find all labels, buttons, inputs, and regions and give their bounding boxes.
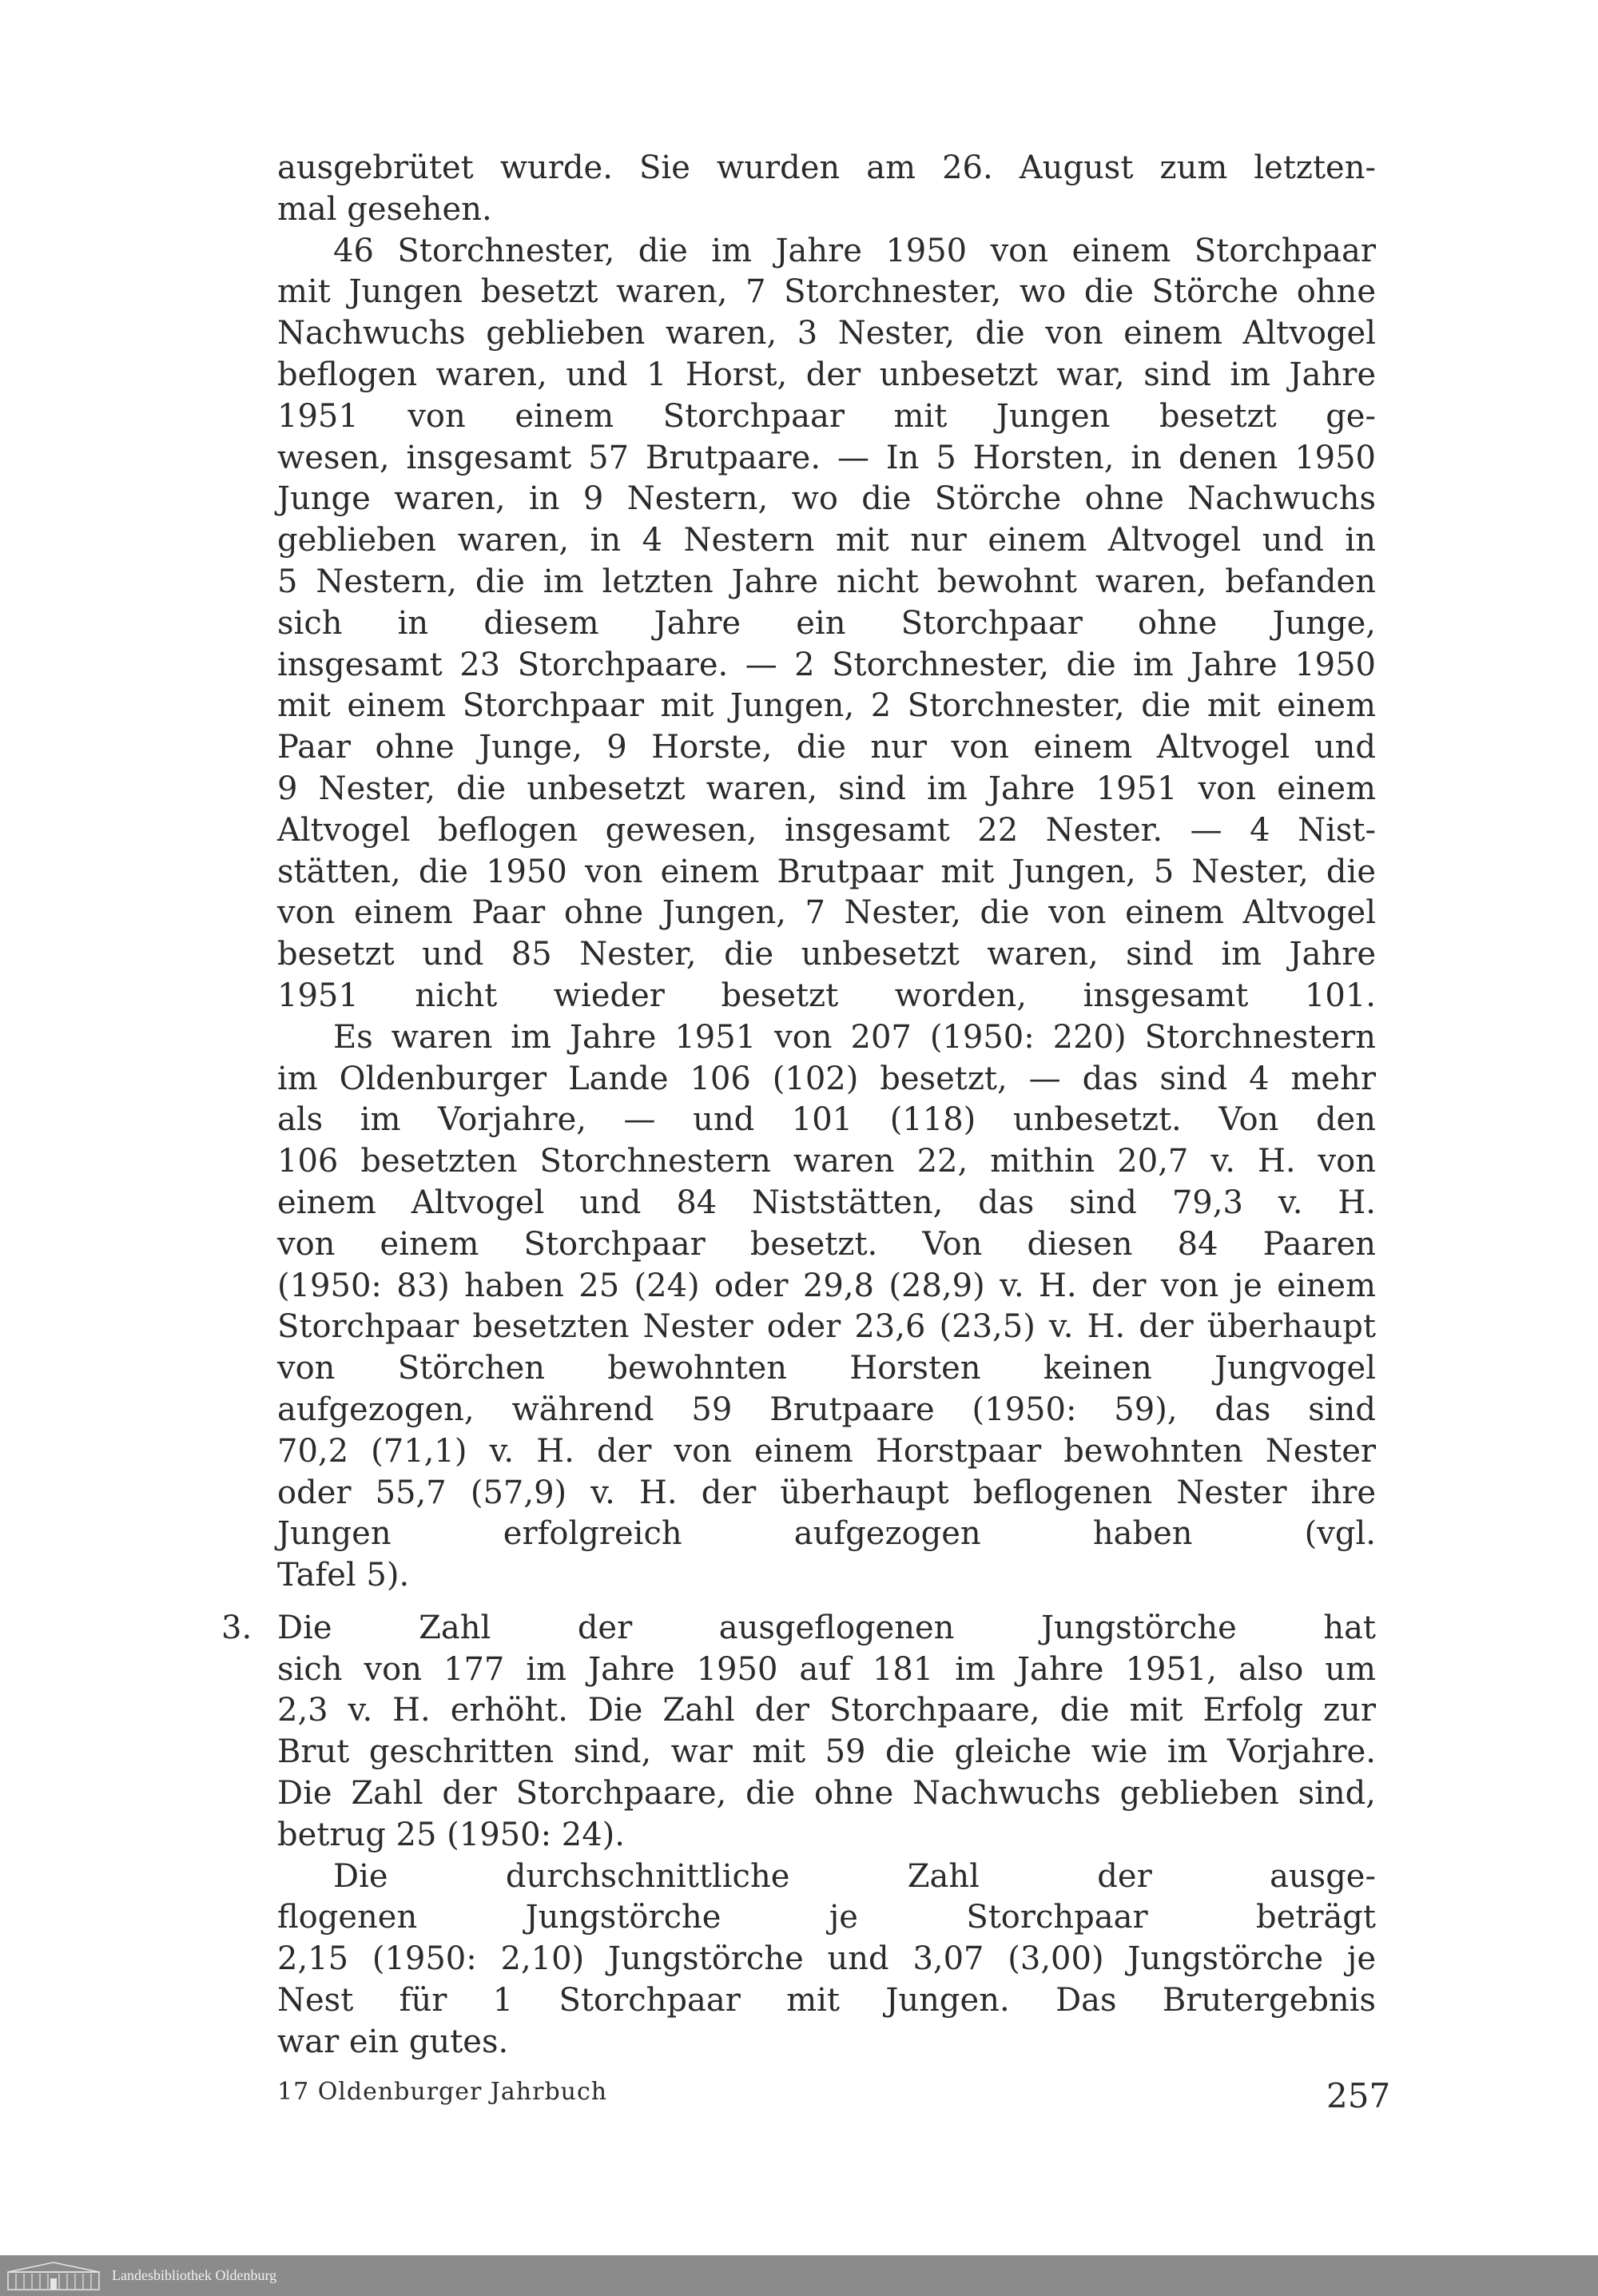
text-line: 1951 von einem Storchpaar mit Jungen besetzt ge-	[277, 397, 1376, 435]
text-line: stätten, die 1950 von einem Brutpaar mit Jungen, 5 Nester, die	[277, 853, 1376, 890]
text-line: 2,15 (1950: 2,10) Jungstörche und 3,07 (3,00) Jungstörche je	[277, 1940, 1376, 1978]
numbered-item-3	[221, 1608, 1376, 2063]
text-line: war ein gutes.	[277, 2023, 509, 2060]
text-line: mit einem Storchpaar mit Jungen, 2 Storchnester, die mit einem	[277, 687, 1376, 725]
text-line: mit Jungen besetzt waren, 7 Storchnester, wo die Störche ohne	[277, 273, 1376, 311]
text-line: Junge waren, in 9 Nestern, wo die Störche ohne Nachwuchs	[277, 480, 1376, 518]
text-line: einem Altvogel und 84 Niststätten, das sind 79,3 v. H.	[277, 1184, 1376, 1221]
text-line: insgesamt 23 Storchpaare. — 2 Storchnester, die im Jahre 1950	[277, 646, 1376, 683]
library-bar	[0, 2255, 1598, 2296]
text-line: als im Vorjahre, — und 101 (118) unbesetzt. Von den	[277, 1101, 1376, 1139]
page-number: 257	[1326, 2076, 1391, 2115]
text-line: Die Zahl der Storchpaare, die ohne Nachwuchs geblieben sind,	[277, 1775, 1376, 1813]
text-line: sich in diesem Jahre ein Storchpaar ohne Junge,	[277, 604, 1376, 642]
text-line: 106 besetzten Storchnestern waren 22, mithin 20,7 v. H. von	[277, 1143, 1376, 1180]
text-line: flogenen Jungstörche je Storchpaar beträgt	[277, 1899, 1376, 1936]
text-line: oder 55,7 (57,9) v. H. der überhaupt beflogenen Nester ihre	[277, 1474, 1376, 1511]
body-text	[221, 148, 1376, 2063]
text-line: 2,3 v. H. erhöht. Die Zahl der Storchpaare, die mit Erfolg zur	[277, 1692, 1376, 1729]
text-line: Storchpaar besetzten Nester oder 23,6 (23,5) v. H. der überhaupt	[277, 1308, 1376, 1346]
text-line: Die Zahl der ausgeflogenen Jungstörche hat	[277, 1609, 1376, 1646]
library-name: Landesbibliothek Oldenburg	[112, 2267, 277, 2283]
text-line: Die durchschnittliche Zahl der ausge-	[333, 1857, 1376, 1895]
footer-signature: 17 Oldenburger Jahrbuch	[277, 2078, 608, 2106]
text-line: aufgezogen, während 59 Brutpaare (1950: 59), das sind	[277, 1391, 1376, 1428]
text-line: Altvogel beflogen gewesen, insgesamt 22 Nester. — 4 Nist-	[277, 811, 1376, 849]
text-line: Es waren im Jahre 1951 von 207 (1950: 220) Storchnestern	[333, 1018, 1376, 1056]
text-line: beflogen waren, und 1 Horst, der unbesetzt war, sind im Jahre	[277, 356, 1376, 393]
text-line: mal gesehen.	[277, 190, 492, 228]
text-line: 1951 nicht wieder besetzt worden, insgesamt 101.	[277, 977, 1376, 1014]
text-line: geblieben waren, in 4 Nestern mit nur einem Altvogel und in	[277, 522, 1376, 559]
text-line: (1950: 83) haben 25 (24) oder 29,8 (28,9) v. H. der von je einem	[277, 1267, 1376, 1304]
text-line: besetzt und 85 Nester, die unbesetzt waren, sind im Jahre	[277, 936, 1376, 973]
library-building-icon	[6, 2261, 101, 2291]
text-line: Nest für 1 Storchpaar mit Jungen. Das Brutergebnis	[277, 1982, 1376, 2019]
text-line: Jungen erfolgreich aufgezogen haben (vgl.	[277, 1515, 1376, 1553]
text-line: betrug 25 (1950: 24).	[277, 1816, 625, 1853]
text-line: wesen, insgesamt 57 Brutpaare. — In 5 Horsten, in denen 1950	[277, 439, 1376, 476]
text-line: im Oldenburger Lande 106 (102) besetzt, — das sind 4 mehr	[277, 1060, 1376, 1097]
text-line: 5 Nestern, die im letzten Jahre nicht bewohnt waren, befanden	[277, 563, 1376, 600]
text-line: Nachwuchs geblieben waren, 3 Nester, die von einem Altvogel	[277, 315, 1376, 352]
text-line: Paar ohne Junge, 9 Horste, die nur von einem Altvogel und	[277, 729, 1376, 766]
text-line: sich von 177 im Jahre 1950 auf 181 im Jahre 1951, also um	[277, 1650, 1376, 1688]
text-line: 46 Storchnester, die im Jahre 1950 von einem Storchpaar	[333, 232, 1376, 269]
text-line: von einem Paar ohne Jungen, 7 Nester, die von einem Altvogel	[277, 894, 1376, 932]
text-line: ausgebrütet wurde. Sie wurden am 26. August zum letzten-	[277, 149, 1376, 186]
text-line: Tafel 5).	[277, 1557, 410, 1594]
text-line: 70,2 (71,1) v. H. der von einem Horstpaar bewohnten Nester	[277, 1432, 1376, 1470]
text-line: Brut geschritten sind, war mit 59 die gleiche wie im Vorjahre.	[277, 1733, 1376, 1771]
item-number: 3.	[221, 1609, 252, 1646]
text-line: 9 Nester, die unbesetzt waren, sind im Jahre 1951 von einem	[277, 770, 1376, 807]
text-line: von einem Storchpaar besetzt. Von diesen 84 Paaren	[277, 1225, 1376, 1263]
text-line: von Störchen bewohnten Horsten keinen Jungvogel	[277, 1350, 1376, 1387]
